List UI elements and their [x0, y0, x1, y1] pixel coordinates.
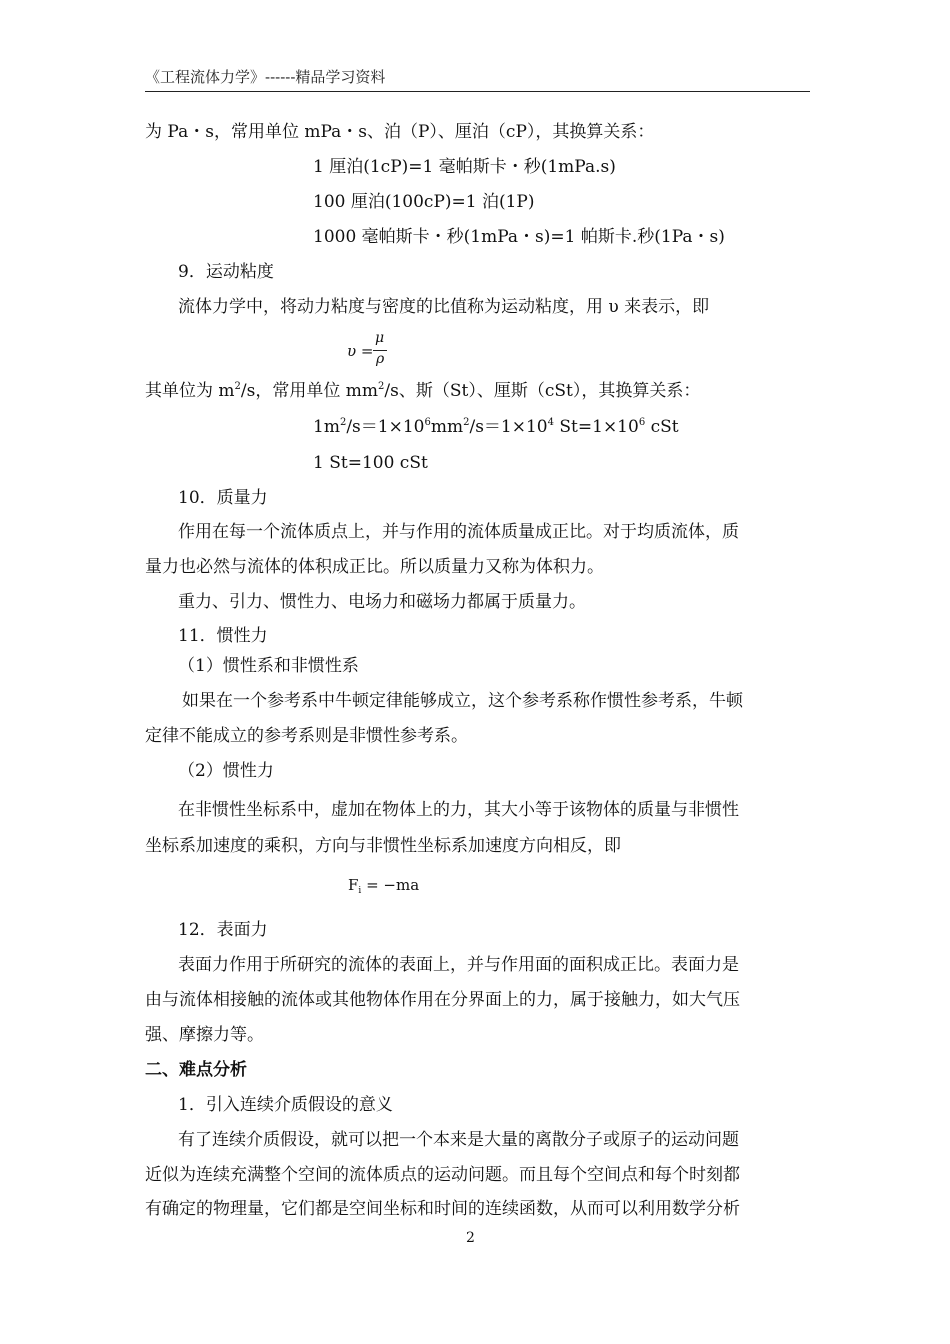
paragraph-line: 表面力作用于所研究的流体的表面上，并与作用面的面积成正比。表面力是 [178, 955, 739, 975]
text-span: /s，常用单位 mm [240, 381, 379, 401]
paragraph-line: 近似为连续充满整个空间的流体质点的运动问题。而且每个空间点和每个时刻都 [145, 1165, 740, 1185]
text-span: 1m [313, 417, 340, 437]
superscript: 2 [339, 417, 347, 428]
paragraph-line: 重力、引力、惯性力、电场力和磁场力都属于质量力。 [178, 592, 586, 612]
subscript: i [358, 886, 362, 896]
inertia-formula [348, 876, 419, 896]
subsection-heading: （2）惯性力 [178, 761, 274, 781]
section-heading: 10．质量力 [178, 488, 268, 508]
formula-lhs: υ = [347, 342, 374, 360]
text-line: 为 Pa・s，常用单位 mPa・s、泊（P）、厘泊（cP），其换算关系： [145, 122, 655, 142]
paragraph-line: 强、摩擦力等。 [145, 1025, 264, 1045]
text-span: cSt [645, 417, 679, 437]
paragraph-line: 如果在一个参考系中牛顿定律能够成立，这个参考系称作惯性参考系，牛顿 [182, 691, 743, 711]
paragraph-line: 作用在每一个流体质点上，并与作用的流体质量成正比。对于均质流体，质 [178, 522, 739, 542]
superscript: 6 [424, 417, 431, 428]
paragraph-line: 有了连续介质假设，就可以把一个本来是大量的离散分子或原子的运动问题 [178, 1130, 739, 1150]
paragraph-line: 量力也必然与流体的体积成正比。所以质量力又称为体积力。 [145, 557, 604, 577]
section-heading: 1．引入连续介质假设的意义 [178, 1095, 393, 1115]
superscript: 2 [378, 381, 385, 392]
superscript: 2 [463, 417, 470, 428]
page-header: 《工程流体力学》------精品学习资料 [145, 66, 810, 92]
section-heading: 11．惯性力 [178, 626, 268, 646]
paragraph-line: 坐标系加速度的乘积，方向与非惯性坐标系加速度方向相反，即 [145, 836, 621, 856]
subsection-heading: （1）惯性系和非惯性系 [178, 656, 359, 676]
text-span: /s＝1×10 [346, 417, 425, 437]
conversion-line: 1000 毫帕斯卡・秒(1mPa・s)=1 帕斯卡.秒(1Pa・s) [313, 227, 725, 247]
conversion-line: 1 厘泊(1cP)=1 毫帕斯卡・秒(1mPa.s) [313, 157, 616, 177]
chapter-heading: 二、难点分析 [145, 1060, 247, 1080]
paragraph-line [145, 379, 700, 403]
paragraph-line: 定律不能成立的参考系则是非惯性参考系。 [145, 726, 468, 746]
text-span: /s、斯（St）、厘斯（cSt），其换算关系： [384, 381, 701, 401]
superscript: 6 [638, 417, 646, 428]
superscript: 4 [547, 417, 554, 428]
page-number: 2 [466, 1230, 475, 1246]
text-span: /s＝1×10 [469, 417, 548, 437]
paragraph-line: 流体力学中，将动力粘度与密度的比值称为运动粘度，用 υ 来表示，即 [178, 297, 710, 317]
conversion-line: 100 厘泊(100cP)=1 泊(1P) [313, 192, 535, 212]
formula-rhs: = −ma [361, 876, 420, 894]
conversion-line [313, 415, 679, 439]
paragraph-line: 有确定的物理量，它们都是空间坐标和时间的连续函数，从而可以利用数学分析 [145, 1199, 740, 1219]
formula-numerator: μ [375, 330, 385, 346]
text-span: mm [430, 417, 464, 437]
paragraph-line: 在非惯性坐标系中，虚加在物体上的力，其大小等于该物体的质量与非惯性 [178, 800, 739, 820]
formula-denominator: ρ [376, 351, 385, 367]
section-heading: 12．表面力 [178, 920, 268, 940]
section-heading: 9．运动粘度 [178, 262, 274, 282]
text-span: 其单位为 m [145, 381, 235, 401]
superscript: 2 [234, 381, 241, 392]
conversion-line: 1 St=100 cSt [313, 453, 428, 473]
viscosity-formula [347, 332, 407, 372]
paragraph-line: 由与流体相接触的流体或其他物体作用在分界面上的力，属于接触力，如大气压 [145, 990, 740, 1010]
formula-symbol: F [348, 876, 359, 894]
text-span: St=1×10 [554, 417, 639, 437]
